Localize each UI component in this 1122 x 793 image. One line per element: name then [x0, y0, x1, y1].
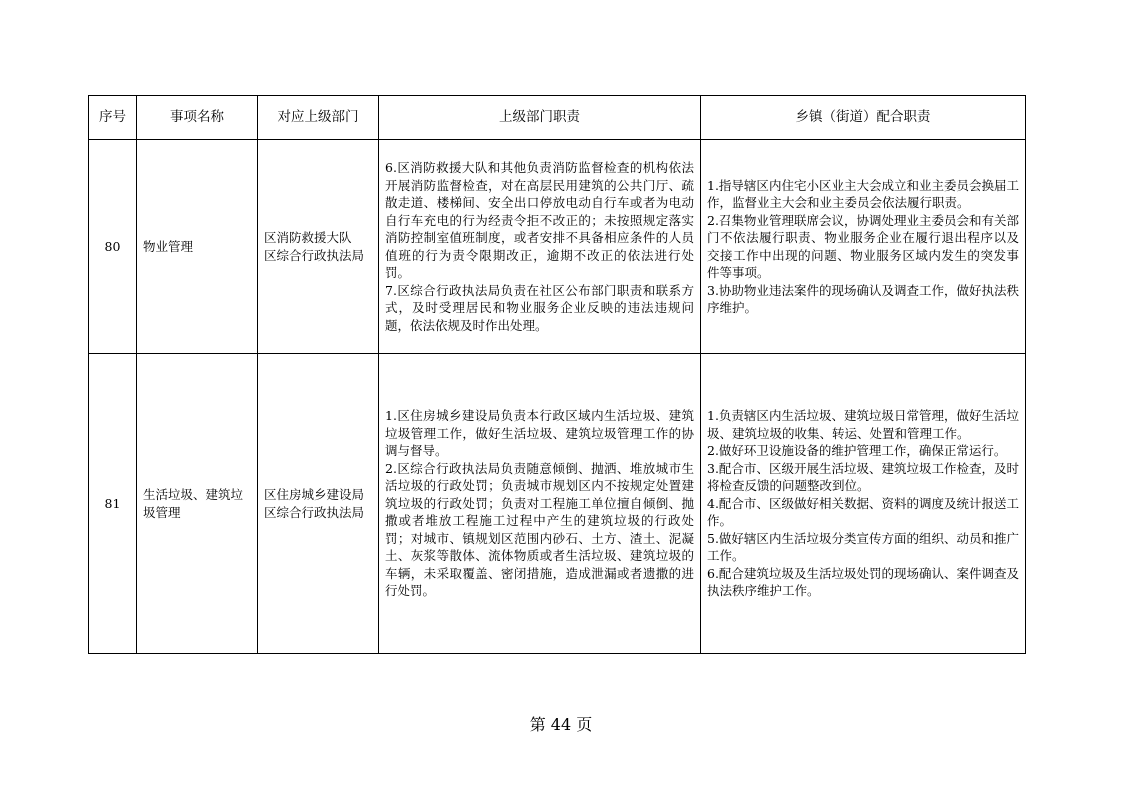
- dept-line: 区住房城乡建设局: [264, 487, 365, 502]
- duty-paragraph: 6.区消防救援大队和其他负责消防监督检查的机构依法开展消防监督检查，对在高层民用建筑的公共门厅、疏散走道、楼梯间、安全出口停放电动自行车或者为电动自行车充电的行为经责令拒不改正的；未按照规定落实消防控制室值班制度，或者安排不具备相应条件的人员值班的行为责令限期改正，逾期不改正的依法进行处罚。: [385, 160, 694, 280]
- duty-paragraph: 5.做好辖区内生活垃圾分类宣传方面的组织、动员和推广工作。: [707, 530, 1019, 564]
- item-name: 物业管理: [137, 140, 258, 354]
- duty-paragraph: 3.协助物业违法案件的现场确认及调查工作，做好执法秩序维护。: [707, 282, 1019, 315]
- upper-dept-cell: [258, 140, 379, 354]
- duty-paragraph: 3.配合市、区级开展生活垃圾、建筑垃圾工作检查，及时将检查反馈的问题整改到位。: [707, 460, 1019, 494]
- duty-paragraph: 1.区住房城乡建设局负责本行政区域内生活垃圾、建筑垃圾管理工作，做好生活垃圾、建筑垃圾管理工作的协调与督导。: [385, 408, 694, 459]
- upper-duties-cell: [379, 140, 701, 354]
- upper-duties-cell: [379, 354, 701, 654]
- duty-paragraph: 2.区综合行政执法局负责随意倾倒、抛洒、堆放城市生活垃圾的行政处罚；负责城市规划区内不按规定处置建筑垃圾的行政处罚；负责对工程施工单位擅自倾倒、抛撒或者堆放工程施工过程中产生的建筑垃圾的行政处罚；对城市、镇规划区范围内砂石、土方、渣土、泥凝土、灰浆等散体、流体物质或者生活垃圾、建筑垃圾的车辆，未采取覆盖、密闭措施，造成泄漏或者遗撒的进行处罚。: [385, 460, 694, 599]
- dept-line: 区综合行政执法局: [264, 504, 365, 520]
- table-row: [89, 140, 1026, 354]
- duty-paragraph: 4.配合市、区级做好相关数据、资料的调度及统计报送工作。: [707, 495, 1019, 529]
- header-upper-duties: 上级部门职责: [379, 96, 701, 140]
- duty-table: [88, 95, 1026, 654]
- table-header-row: [89, 96, 1026, 140]
- duty-paragraph: 1.负责辖区内生活垃圾、建筑垃圾日常管理，做好生活垃圾、建筑垃圾的收集、转运、处置和管理工作。: [707, 408, 1019, 441]
- upper-dept-cell: [258, 354, 379, 654]
- item-name: 生活垃圾、建筑垃圾管理: [137, 354, 258, 654]
- header-upper-dept: 对应上级部门: [258, 96, 379, 140]
- duty-paragraph: 7.区综合行政执法局负责在社区公布部门职责和联系方式，及时受理居民和物业服务企业反映的违法违规问题，依法依规及时作出处理。: [385, 282, 694, 333]
- duty-paragraph: 6.配合建筑垃圾及生活垃圾处罚的现场确认、案件调查及执法秩序维护工作。: [707, 565, 1019, 599]
- row-number: 80: [89, 140, 137, 354]
- table-row: [89, 354, 1026, 654]
- row-number: 81: [89, 354, 137, 654]
- dept-line: 区综合行政执法局: [264, 247, 365, 263]
- coop-duties-cell: [701, 140, 1026, 354]
- duty-paragraph: 2.召集物业管理联席会议，协调处理业主委员会和有关部门不依法履行职责、物业服务企业在履行退出程序以及交接工作中出现的问题、物业服务区域内发生的突发事件等事项。: [707, 212, 1019, 280]
- coop-duties-cell: [701, 354, 1026, 654]
- header-coop-duties: 乡镇（街道）配合职责: [701, 96, 1026, 140]
- duty-paragraph: 2.做好环卫设施设备的维护管理工作，确保正常运行。: [707, 443, 1007, 459]
- header-index: 序号: [89, 96, 137, 140]
- page-number: 第 44 页: [529, 715, 593, 734]
- duty-paragraph: 1.指导辖区内住宅小区业主大会成立和业主委员会换届工作，监督业主大会和业主委员会依法履行职责。: [707, 177, 1019, 210]
- header-item-name: 事项名称: [137, 96, 258, 140]
- dept-line: 区消防救援大队: [264, 230, 352, 245]
